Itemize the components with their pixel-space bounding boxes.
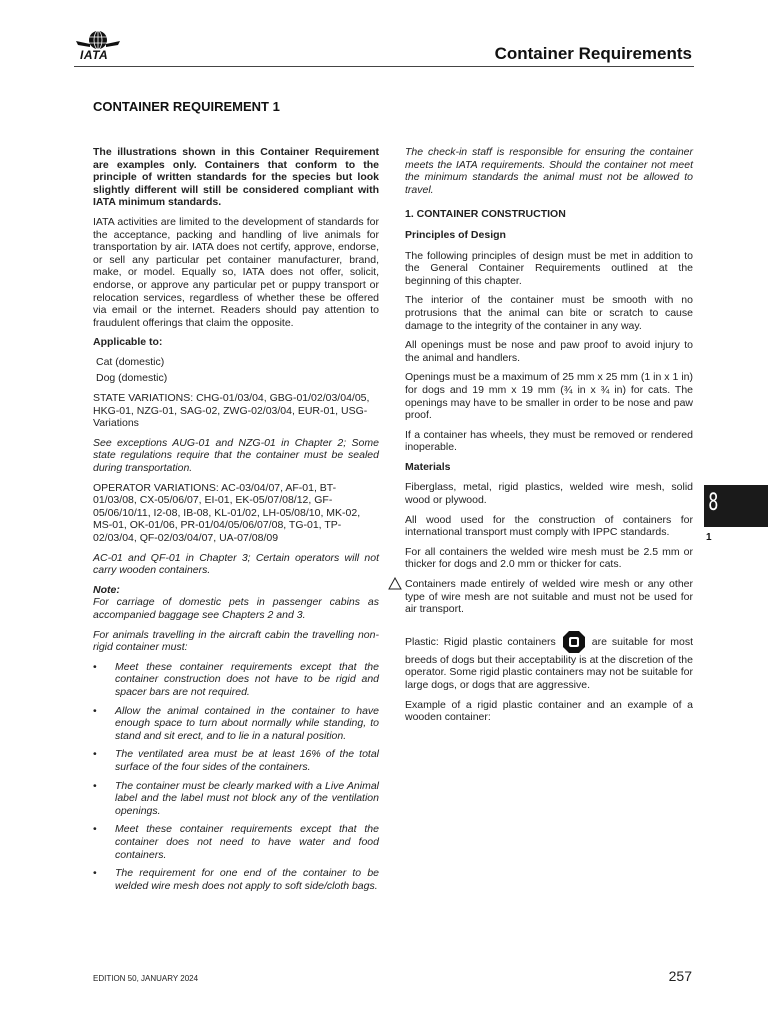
materials-warning: Containers made entirely of welded wire mesh or any other type of wire mesh are not suitable and must not be used for air transport. — [405, 578, 693, 616]
list-item: • The ventilated area must be at least 16% of the total surface of the four sides of the containers. — [93, 748, 379, 773]
plastic-paragraph — [405, 630, 693, 692]
iata-activities-paragraph: IATA activities are limited to the development of standards for the acceptance, packing and handling of live animals for transportation by air. IATA does not certify, approve, endorse, or sell any particular pet container manufacturer, brand, make, or model. Equally so, IATA does not offer, solicit, endorse, or approve any particular pet or puppy transport or relocation services, regardless of whether these be offered via email or the internet. Readers should pay attention to fraudulent offerings that claim the opposite. — [93, 215, 379, 329]
intro-disclaimer: The illustrations shown in this Container Requirement are examples only. Containers that conform to the principle of written standards for the species but look slightly different will still be considered compliant with IATA minimum standards. — [93, 146, 379, 209]
state-variations-note: See exceptions AUG-01 and NZG-01 in Chapter 2; Some state regulations require that the container must be sealed during transportation. — [93, 436, 379, 475]
materials-warning-block — [405, 578, 693, 616]
warning-triangle-icon — [388, 577, 402, 590]
note-text: For carriage of domestic pets in passenger cabins as accompanied baggage see Chapters 2 and 3. — [93, 596, 379, 621]
materials-paragraph: Fiberglass, metal, rigid plastics, welded wire mesh, solid wood or plywood. — [405, 481, 693, 507]
section-title: CONTAINER REQUIREMENT 1 — [93, 99, 280, 114]
operator-variations: OPERATOR VARIATIONS: AC-03/04/07, AF-01, BT-01/03/08, CX-05/06/07, EI-01, EK-05/07/08/12, GF-05/06/10/11, I2-08, IB-08, KL-01/02, LH-05/08/10, MK-02, MS-01, OK-01/06, PR-01/04/05/06/07/08, TG-01, TP-02/03/04, QF-02/03/04/07, UA-07/08/09 — [93, 481, 361, 545]
principles-paragraph: The following principles of design must be met in addition to the General Container Requirements outlined at the beginning of this chapter. — [405, 249, 693, 287]
list-item: • The requirement for one end of the container to be welded wire mesh does not apply to soft side/cloth bags. — [93, 867, 379, 892]
materials-paragraph: For all containers the welded wire mesh must be 2.5 mm or thicker for dogs and 2.0 mm or thicker for cats. — [405, 545, 693, 571]
left-column — [93, 146, 379, 898]
example-text: Example of a rigid plastic container and an example of a wooden container: — [405, 698, 693, 724]
checkin-note: The check-in staff is responsible for ensuring the container meets the IATA requirements. Should the container not meet the minimum standards the animal must not be allowed to travel. — [405, 146, 693, 196]
page-number: 257 — [668, 968, 692, 984]
materials-paragraph: All wood used for the construction of containers for international transport must comply with IPPC standards. — [405, 513, 693, 539]
materials-heading: Materials — [405, 460, 451, 473]
subsection-number: 1 — [706, 532, 712, 543]
principles-heading: Principles of Design — [405, 228, 506, 241]
applicable-label: Applicable to: — [93, 336, 163, 349]
header-divider — [74, 66, 694, 67]
list-item: • Allow the animal contained in the container to have enough space to turn about normally while standing, to stand and sit erect, and to lie in a natural position. — [93, 704, 379, 742]
bullet: • — [93, 704, 97, 717]
list-item: • Meet these container requirements except that the container does not need to have water and food containers. — [93, 823, 379, 861]
bullet: • — [93, 748, 97, 761]
bullet: • — [93, 660, 97, 673]
applicable-item-dog: Dog (domestic) — [96, 371, 168, 384]
cabin-requirements-list — [93, 661, 379, 893]
page-header-title: Container Requirements — [494, 44, 692, 63]
applicable-item-cat: Cat (domestic) — [96, 355, 165, 368]
principles-paragraph: Openings must be a maximum of 25 mm x 25 mm (1 in x 1 in) for dogs and 19 mm x 19 mm (¾ in x ¾ in) for cats. The openings may have to be smaller in order to be nose and paw proof. — [405, 371, 693, 422]
bullet: • — [93, 779, 97, 792]
right-column — [405, 146, 693, 731]
operator-variations-note: AC-01 and QF-01 in Chapter 3; Certain operators will not carry wooden containers. — [93, 551, 379, 577]
logo-text: IATA — [80, 48, 109, 62]
edition-label: EDITION 50, JANUARY 2024 — [93, 974, 199, 983]
cabin-intro: For animals travelling in the aircraft cabin the travelling non-rigid container must: — [93, 628, 379, 654]
plastic-container-icon — [562, 630, 586, 654]
plastic-text-post: are suitable for most breeds of dogs but their acceptability is at the discretion of the operator. Some rigid plastic containers may not be suitable for large dogs, or dogs that are aggressive. — [405, 635, 693, 691]
principles-paragraph: If a container has wheels, they must be removed or rendered inoperable. — [405, 428, 693, 454]
bullet: • — [93, 823, 97, 836]
principles-paragraph: All openings must be nose and paw proof to avoid injury to the animal and handlers. — [405, 339, 693, 364]
construction-heading: 1. CONTAINER CONSTRUCTION — [405, 208, 566, 221]
note-label: Note: — [93, 583, 120, 596]
principles-paragraph: The interior of the container must be smooth with no protrusions that the animal can bite or scratch to cause damage to the integrity of the container in any way. — [405, 294, 693, 332]
list-item: • Meet these container requirements except that the container construction does not have to be rigid and spacer bars are not required. — [93, 660, 379, 698]
state-variations: STATE VARIATIONS: CHG-01/03/04, GBG-01/02/03/04/05, HKG-01, NZG-01, SAG-02, ZWG-02/03/04, EUR-01, USG-Variations — [93, 392, 370, 430]
chapter-number: 8 — [708, 488, 719, 516]
bullet: • — [93, 867, 97, 880]
plastic-text-pre: Plastic: Rigid plastic containers — [405, 635, 556, 648]
list-item: • The container must be clearly marked with a Live Animal label and the label must not block any of the ventilation openings. — [93, 779, 379, 817]
